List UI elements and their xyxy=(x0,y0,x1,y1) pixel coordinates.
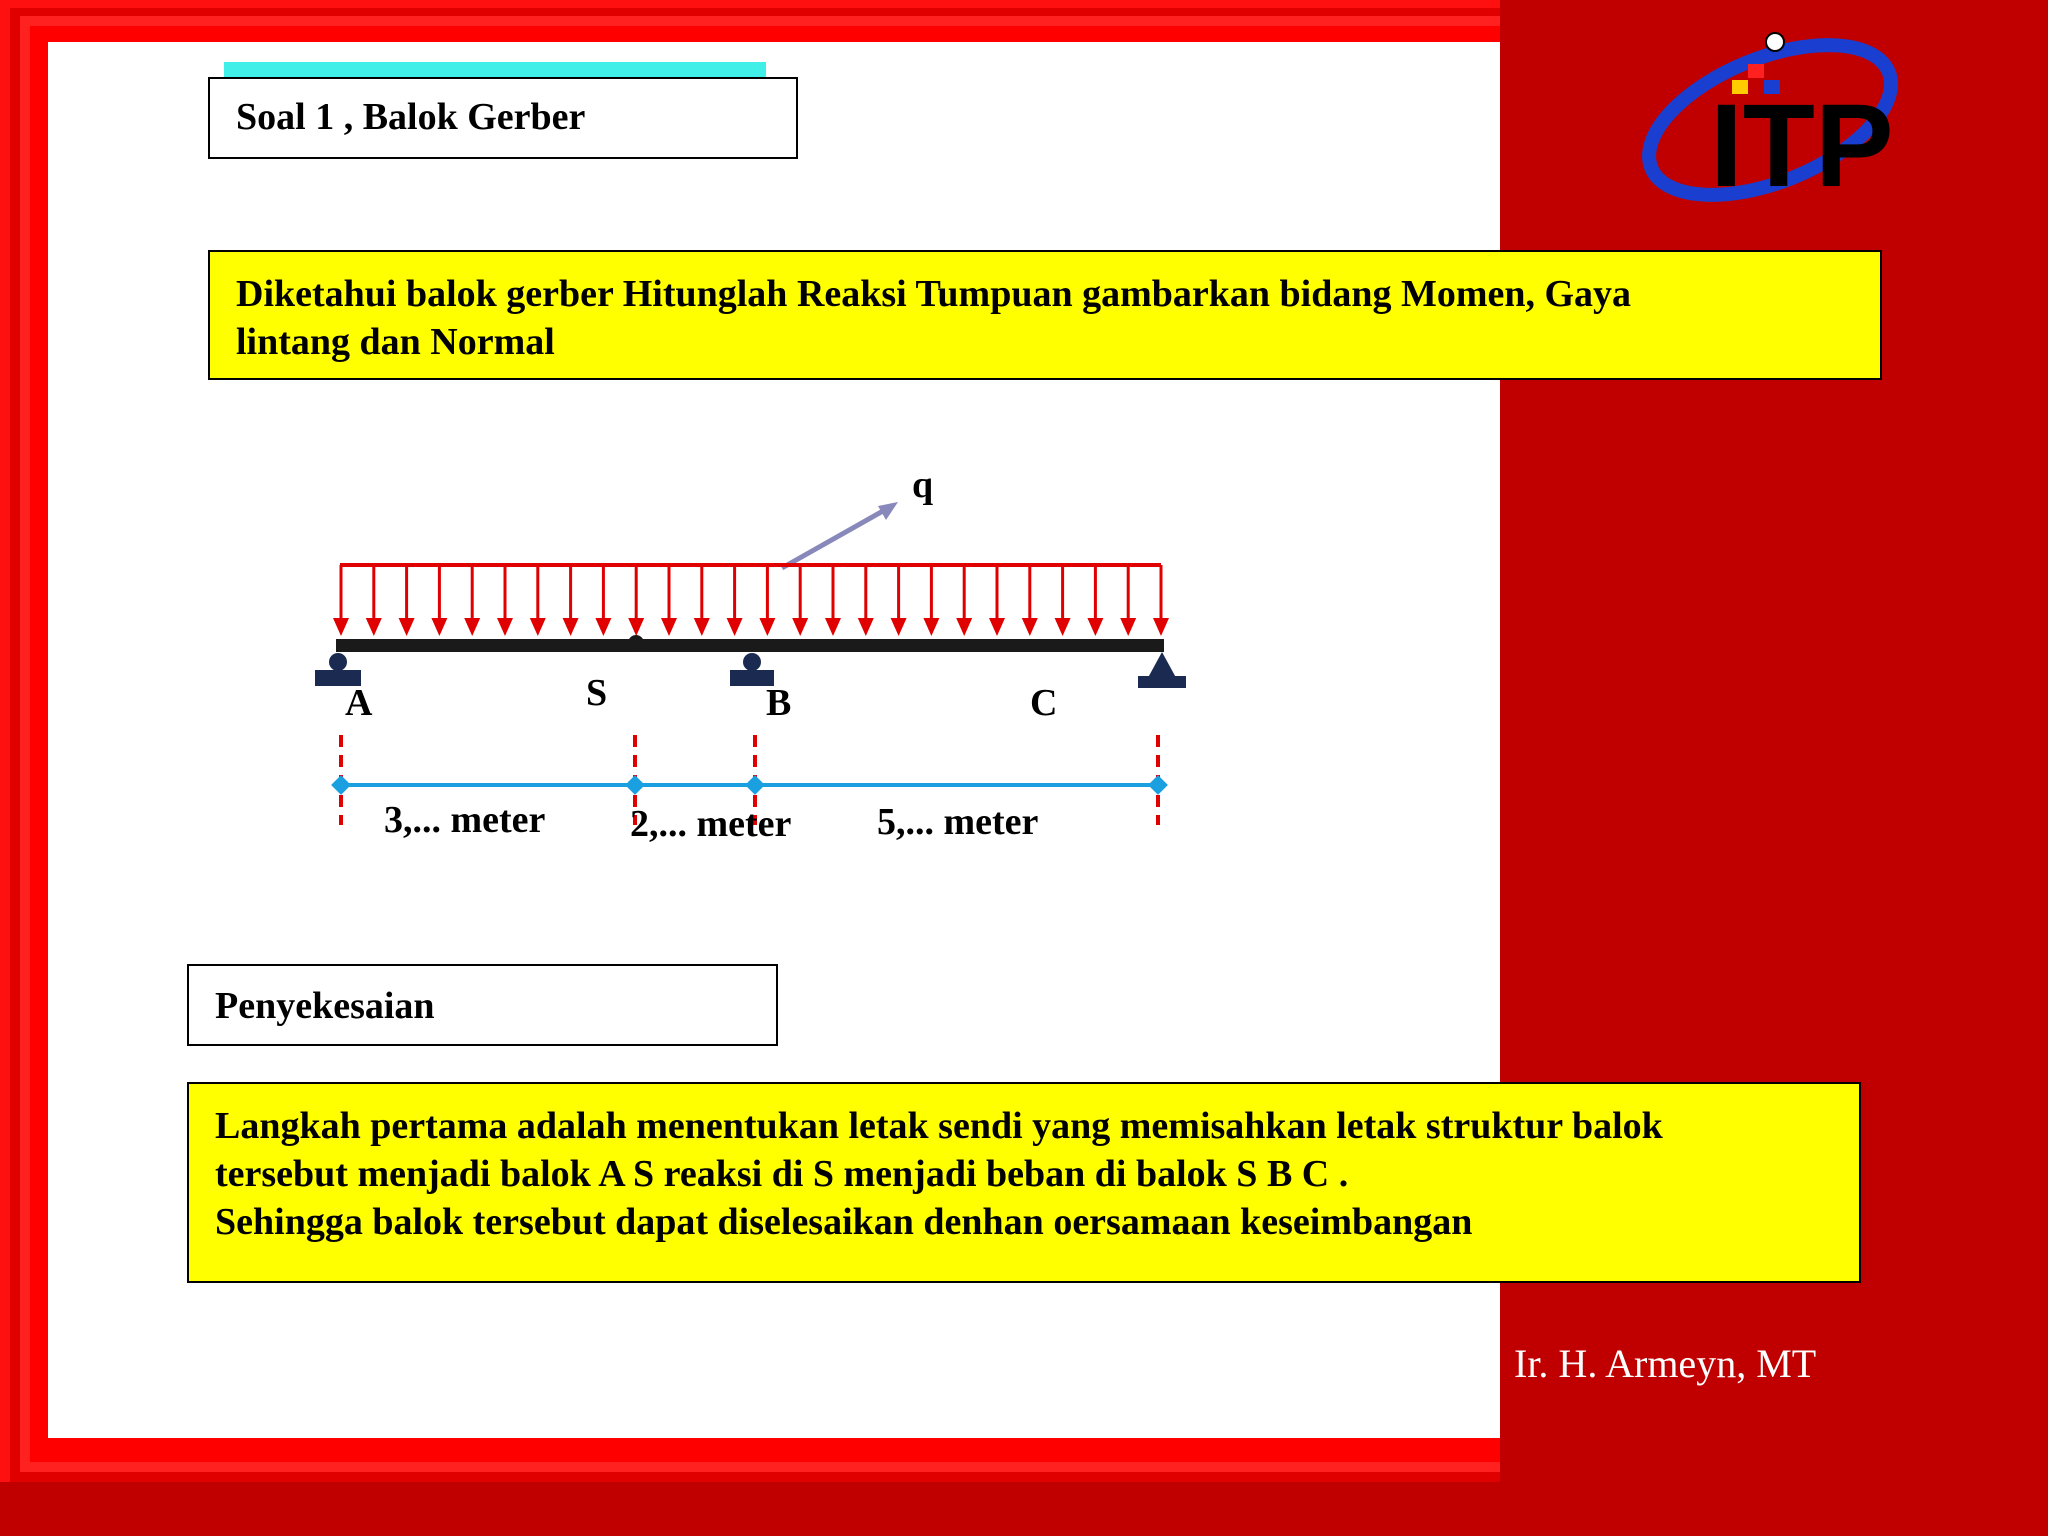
load-arrow-head xyxy=(858,618,874,636)
solution-heading-box xyxy=(187,964,778,1046)
solution-line: tersebut menjadi balok A S reaksi di S menjadi beban di balok S B C . xyxy=(215,1153,1349,1195)
load-arrow-head xyxy=(563,618,579,636)
load-arrow-head xyxy=(1153,618,1169,636)
frame-bottom xyxy=(0,1482,1500,1536)
load-arrow-head xyxy=(792,618,808,636)
load-arrow-head xyxy=(366,618,382,636)
load-arrow-head xyxy=(727,618,743,636)
question-line: Diketahui balok gerber Hitunglah Reaksi Tumpuan gambarkan bidang Momen, Gaya xyxy=(236,273,1632,315)
title-accent xyxy=(224,62,766,78)
question-line: lintang dan Normal xyxy=(236,321,555,363)
span-label: 5,... meter xyxy=(877,801,1039,843)
load-arrow-head xyxy=(464,618,480,636)
span-label: 3,... meter xyxy=(384,799,546,841)
beam xyxy=(336,639,1164,652)
solution-line: Sehingga balok tersebut dapat diselesaikan denhan oersamaan keseimbangan xyxy=(215,1201,1473,1243)
support-c xyxy=(1138,652,1186,688)
point-label-s: S xyxy=(586,672,608,714)
slide-title xyxy=(208,77,798,159)
q-pointer-head xyxy=(878,502,898,520)
load-arrow-head xyxy=(431,618,447,636)
right-panel xyxy=(1500,0,2048,1536)
gerber-beam-diagram xyxy=(300,450,1240,870)
load-arrow-head xyxy=(923,618,939,636)
load-arrow-head xyxy=(1022,618,1038,636)
load-arrow-head xyxy=(891,618,907,636)
point-label-a: A xyxy=(345,682,373,724)
load-arrow-head xyxy=(595,618,611,636)
load-arrow-head xyxy=(628,618,644,636)
load-arrow-head xyxy=(497,618,513,636)
load-arrow-head xyxy=(530,618,546,636)
load-arrow-head xyxy=(825,618,841,636)
slide-title-text: Soal 1 , Balok Gerber xyxy=(236,96,586,138)
point-label-c: C xyxy=(1030,682,1058,724)
solution-heading: Penyekesaian xyxy=(215,985,435,1027)
author-credit: Ir. H. Armeyn, MT xyxy=(1514,1341,1817,1386)
span-label: 2,... meter xyxy=(630,803,792,845)
load-label: q xyxy=(912,464,934,506)
load-arrow-head xyxy=(333,618,349,636)
load-arrow-head xyxy=(1055,618,1071,636)
load-arrow-head xyxy=(694,618,710,636)
load-arrow-head xyxy=(989,618,1005,636)
solution-box xyxy=(187,1082,1861,1283)
point-label-b: B xyxy=(766,682,792,724)
load-arrow-head xyxy=(661,618,677,636)
distributed-load xyxy=(333,565,1169,636)
load-arrow-head xyxy=(399,618,415,636)
load-arrow-head xyxy=(759,618,775,636)
logo-text: ITP xyxy=(1710,80,1894,208)
itp-logo xyxy=(1640,8,1910,208)
solution-line: Langkah pertama adalah menentukan letak sendi yang memisahkan letak struktur balok xyxy=(215,1105,1663,1147)
question-box xyxy=(208,250,1882,380)
load-arrow-head xyxy=(956,618,972,636)
load-arrow-head xyxy=(1087,618,1103,636)
load-arrow-head xyxy=(1120,618,1136,636)
hinge-s xyxy=(628,635,644,651)
q-pointer xyxy=(782,507,890,568)
